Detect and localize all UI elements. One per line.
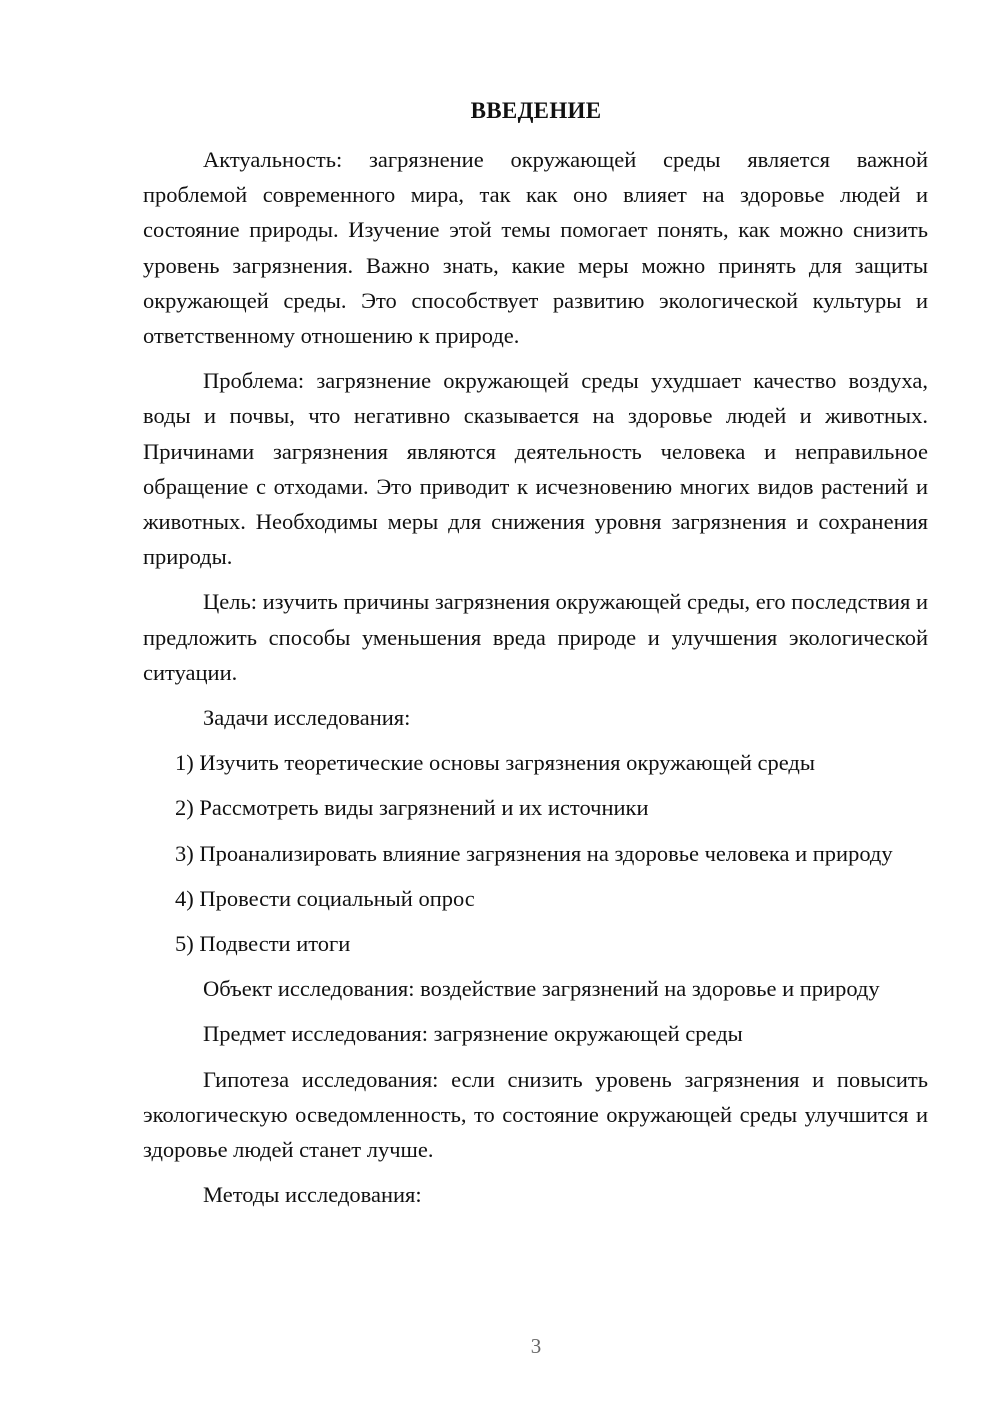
paragraph-methods-title: Методы исследования: xyxy=(203,1182,422,1208)
paragraph-object: Объект исследования: воздействие загрязнений на здоровье и природу xyxy=(203,976,880,1002)
task-item-2: 2) Рассмотреть виды загрязнений и их источники xyxy=(175,795,649,821)
task-item-1: 1) Изучить теоретические основы загрязнения окружающей среды xyxy=(175,750,815,776)
paragraph-hypothesis: Гипотеза исследования: если снизить уровень загрязнения и повысить экологическую осведомленность, то состояние окружающей среды улучшится и здоровье людей станет лучше. xyxy=(143,1066,928,1163)
paragraph-relevance: Актуальность: загрязнение окружающей среды является важной проблемой современного мира, так как оно влияет на здоровье людей и состояние природы. Изучение этой темы помогает понять, как можно снизить уровень загрязнения. Важно знать, какие меры можно принять для защиты окружающей среды. Это способствует развитию экологической культуры и ответственному отношению к природе. xyxy=(143,147,928,349)
paragraph-tasks-title: Задачи исследования: xyxy=(203,705,411,731)
task-item-4: 4) Провести социальный опрос xyxy=(175,885,475,911)
page-number: 3 xyxy=(530,1334,542,1358)
task-item-5: 5) Подвести итоги xyxy=(175,931,351,957)
task-item-3: 3) Проанализировать влияние загрязнения на здоровье человека и природу xyxy=(175,840,893,866)
section-heading: ВВЕДЕНИЕ xyxy=(470,98,602,123)
paragraph-problem: Проблема: загрязнение окружающей среды ухудшает качество воздуха, воды и почвы, что негативно сказывается на здоровье людей и животных. Причинами загрязнения являются деятельность человека и неправильное обращение с отходами. Это приводит к исчезновению многих видов растений и животных. Необходимы меры для снижения уровня загрязнения и сохранения природы. xyxy=(143,368,928,570)
paragraph-subject: Предмет исследования: загрязнение окружающей среды xyxy=(203,1021,743,1047)
document-body xyxy=(143,142,928,1222)
paragraph-goal: Цель: изучить причины загрязнения окружающей среды, его последствия и предложить способы уменьшения вреда природе и улучшения экологической ситуации. xyxy=(143,589,928,685)
